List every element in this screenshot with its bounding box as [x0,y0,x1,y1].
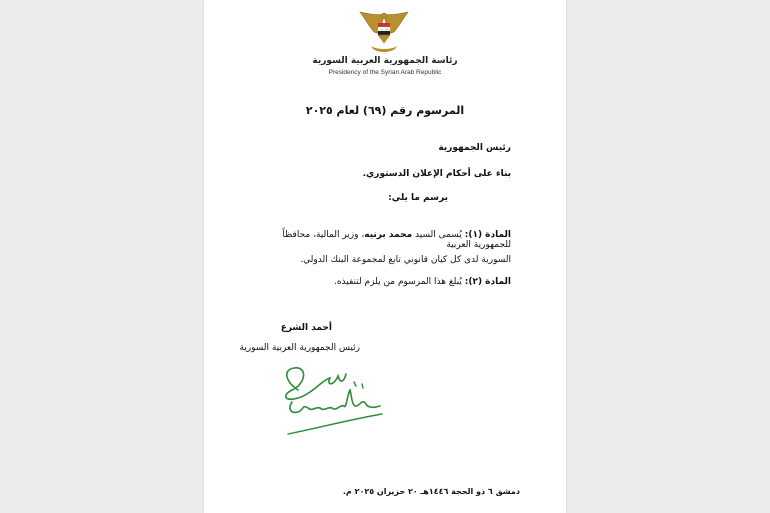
article-1-line-2: السورية لدى كل كيان قانوني تابع لمجموعة البنك الدولي. [300,255,511,265]
article-2 [244,277,511,287]
article-1-label: المادة (١): [464,230,511,240]
article-2-text: يُبلغ هذا المرسوم من يلزم لتنفيذه. [333,277,462,287]
decree-date: دمشق ٦ ذو الحجة ١٤٤٦هـ ٢٠ حزيران ٢٠٢٥ م. [342,487,520,496]
syrian-eagle-emblem-icon [357,10,411,56]
decrees-intro: يرسم ما يلي: [388,193,448,203]
constitutional-basis: بناء على أحكام الإعلان الدستوري. [362,169,511,179]
decree-document [204,0,566,513]
signatory-title: رئيس الجمهورية العربية السورية [239,343,360,353]
article-2-label: المادة (٢): [464,277,511,287]
presidency-english: Presidency of the Syrian Arab Republic [328,69,442,76]
signatory-name: أحمد الشرع [280,323,332,333]
decree-title: المرسوم رقم (٦٩) لعام ٢٠٢٥ [305,104,465,117]
article-1-text-post: ، وزير المالية، محافظاً للجمهورية العربية [282,230,511,250]
article-1 [244,230,511,250]
article-1-name: محمد برنيه [364,230,413,240]
article-1-text-pre: يُسمى السيد [412,230,462,240]
addressee: رئيس الجمهورية [438,143,511,153]
presidency-arabic: رئاسة الجمهورية العربية السورية [312,56,458,66]
signature [278,362,388,438]
